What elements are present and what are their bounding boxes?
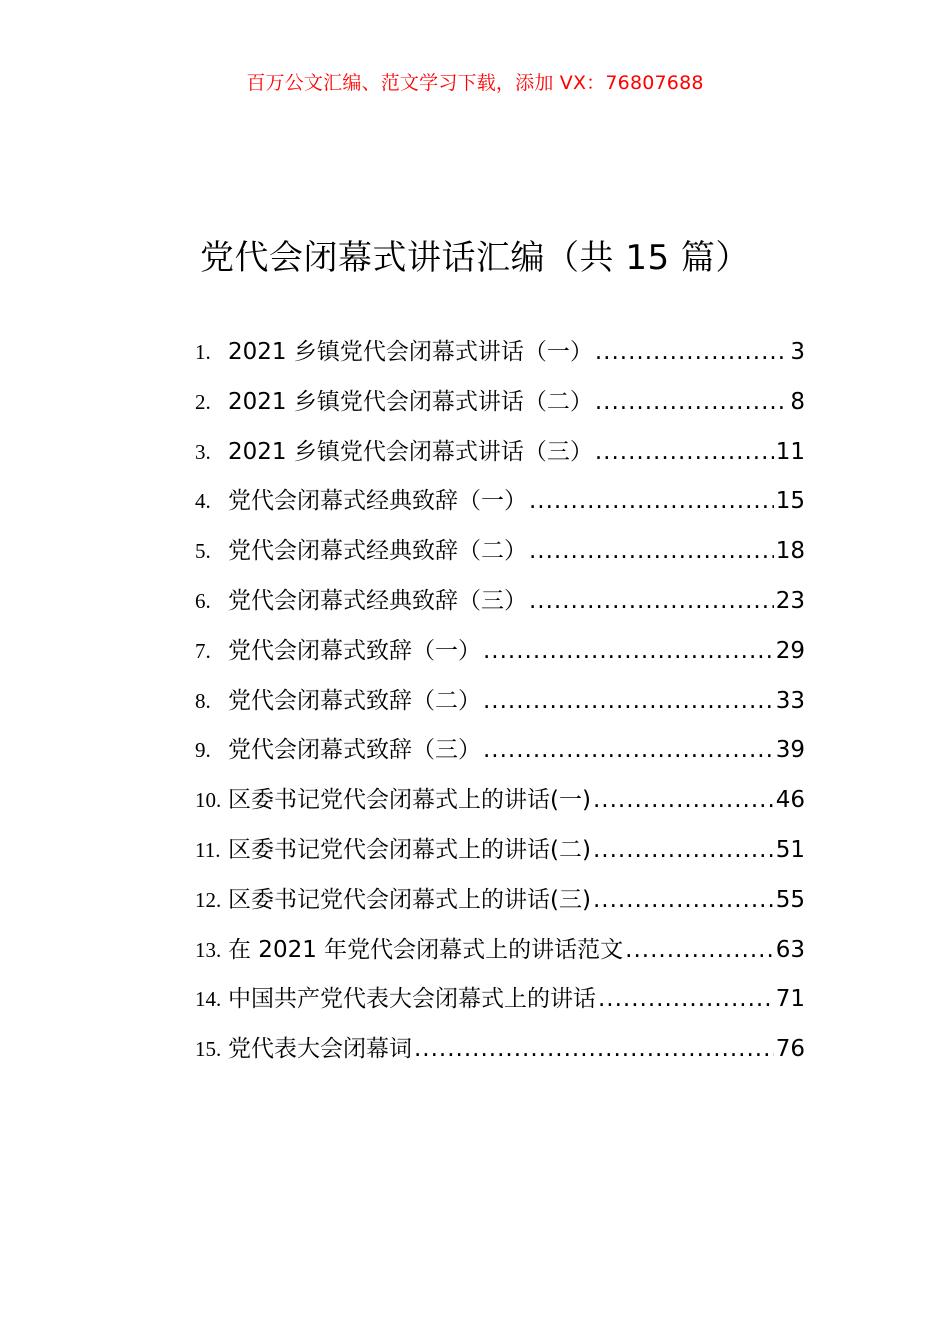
- toc-dot-leader: [483, 737, 774, 763]
- toc-dot-leader: [414, 1036, 774, 1062]
- toc-entry-number: 4.: [195, 489, 211, 514]
- toc-entry[interactable]: [195, 1030, 805, 1080]
- toc-entry[interactable]: [195, 333, 805, 383]
- toc-entry-page: 3: [790, 339, 805, 365]
- toc-entry-number: 1.: [195, 340, 211, 364]
- toc-entry[interactable]: [195, 731, 805, 781]
- toc-entry-number: 13.: [195, 937, 222, 962]
- toc-entry-page: 15: [775, 488, 805, 515]
- toc-entry-title: 区委书记党代会闭幕式上的讲话(二): [228, 836, 591, 863]
- toc-entry[interactable]: [195, 781, 805, 831]
- toc-entry-page: 51: [775, 836, 805, 863]
- toc-entry[interactable]: [195, 632, 805, 682]
- toc-entry-number: 11.: [195, 837, 221, 862]
- toc-entry[interactable]: [195, 532, 805, 582]
- toc-entry[interactable]: [195, 682, 805, 732]
- toc-entry-title: 中国共产党代表大会闭幕式上的讲话: [228, 986, 596, 1013]
- toc-dot-leader: [598, 986, 774, 1012]
- toc-entry-title: 党代会闭幕式致辞（三）: [228, 737, 481, 764]
- toc-entry-title: 区委书记党代会闭幕式上的讲话(三): [228, 886, 591, 913]
- toc-entry-title: 2021 乡镇党代会闭幕式讲话（一）: [228, 339, 593, 365]
- toc-entry-page: 23: [775, 587, 805, 614]
- toc-dot-leader: [595, 439, 774, 465]
- toc-entry-title: 党代会闭幕式经典致辞（一）: [228, 488, 527, 515]
- toc-entry[interactable]: [195, 582, 805, 632]
- toc-entry-number: 7.: [195, 638, 211, 663]
- toc-entry-number: 15.: [195, 1037, 222, 1062]
- toc-entry[interactable]: [195, 831, 805, 881]
- table-of-contents: [195, 333, 805, 1080]
- toc-entry-number: 8.: [195, 688, 211, 713]
- toc-entry[interactable]: [195, 433, 805, 483]
- toc-entry-page: 46: [775, 787, 805, 814]
- toc-dot-leader: [483, 638, 774, 664]
- toc-entry-page: 63: [775, 936, 805, 963]
- toc-dot-leader: [529, 588, 774, 614]
- toc-entry-number: 3.: [195, 439, 211, 464]
- toc-entry-page: 33: [775, 687, 805, 714]
- toc-entry[interactable]: [195, 482, 805, 532]
- toc-entry[interactable]: [195, 383, 805, 433]
- toc-entry-title: 2021 乡镇党代会闭幕式讲话（三）: [228, 438, 593, 465]
- toc-entry[interactable]: [195, 980, 805, 1030]
- toc-dot-leader: [529, 538, 774, 564]
- toc-dot-leader: [593, 887, 774, 913]
- toc-entry-number: 14.: [195, 987, 222, 1012]
- header-note: 百万公文汇编、范文学习下载，添加 VX：76807688: [246, 72, 704, 94]
- toc-entry-title: 2021 乡镇党代会闭幕式讲话（二）: [228, 388, 593, 415]
- toc-entry[interactable]: [195, 931, 805, 981]
- document-title: 党代会闭幕式讲话汇编（共 15 篇）: [200, 238, 750, 278]
- toc-entry[interactable]: [195, 881, 805, 931]
- toc-entry-number: 2.: [195, 389, 211, 414]
- toc-dot-leader: [595, 389, 789, 415]
- toc-entry-number: 5.: [195, 539, 211, 564]
- toc-entry-page: 39: [775, 737, 805, 764]
- toc-dot-leader: [483, 688, 774, 714]
- toc-entry-number: 10.: [195, 788, 222, 813]
- toc-entry-number: 9.: [195, 738, 211, 763]
- toc-entry-title: 党代表大会闭幕词: [228, 1036, 412, 1063]
- toc-dot-leader: [625, 937, 774, 963]
- toc-entry-number: 6.: [195, 588, 211, 613]
- toc-dot-leader: [593, 787, 774, 813]
- toc-entry-page: 18: [775, 538, 805, 565]
- toc-entry-page: 11: [775, 438, 805, 465]
- toc-dot-leader: [595, 339, 789, 365]
- toc-entry-title: 党代会闭幕式经典致辞（二）: [228, 538, 527, 565]
- toc-dot-leader: [593, 837, 774, 863]
- toc-entry-page: 55: [775, 886, 805, 913]
- toc-entry-title: 党代会闭幕式经典致辞（三）: [228, 587, 527, 614]
- toc-entry-title: 党代会闭幕式致辞（一）: [228, 637, 481, 664]
- toc-entry-title: 区委书记党代会闭幕式上的讲话(一): [228, 787, 591, 814]
- toc-dot-leader: [529, 488, 774, 514]
- toc-entry-page: 8: [790, 388, 805, 415]
- toc-entry-title: 在 2021 年党代会闭幕式上的讲话范文: [228, 936, 624, 963]
- toc-entry-page: 76: [775, 1036, 805, 1063]
- toc-entry-page: 71: [775, 986, 805, 1013]
- toc-entry-title: 党代会闭幕式致辞（二）: [228, 687, 481, 714]
- toc-entry-number: 12.: [195, 887, 222, 912]
- toc-entry-page: 29: [775, 637, 805, 664]
